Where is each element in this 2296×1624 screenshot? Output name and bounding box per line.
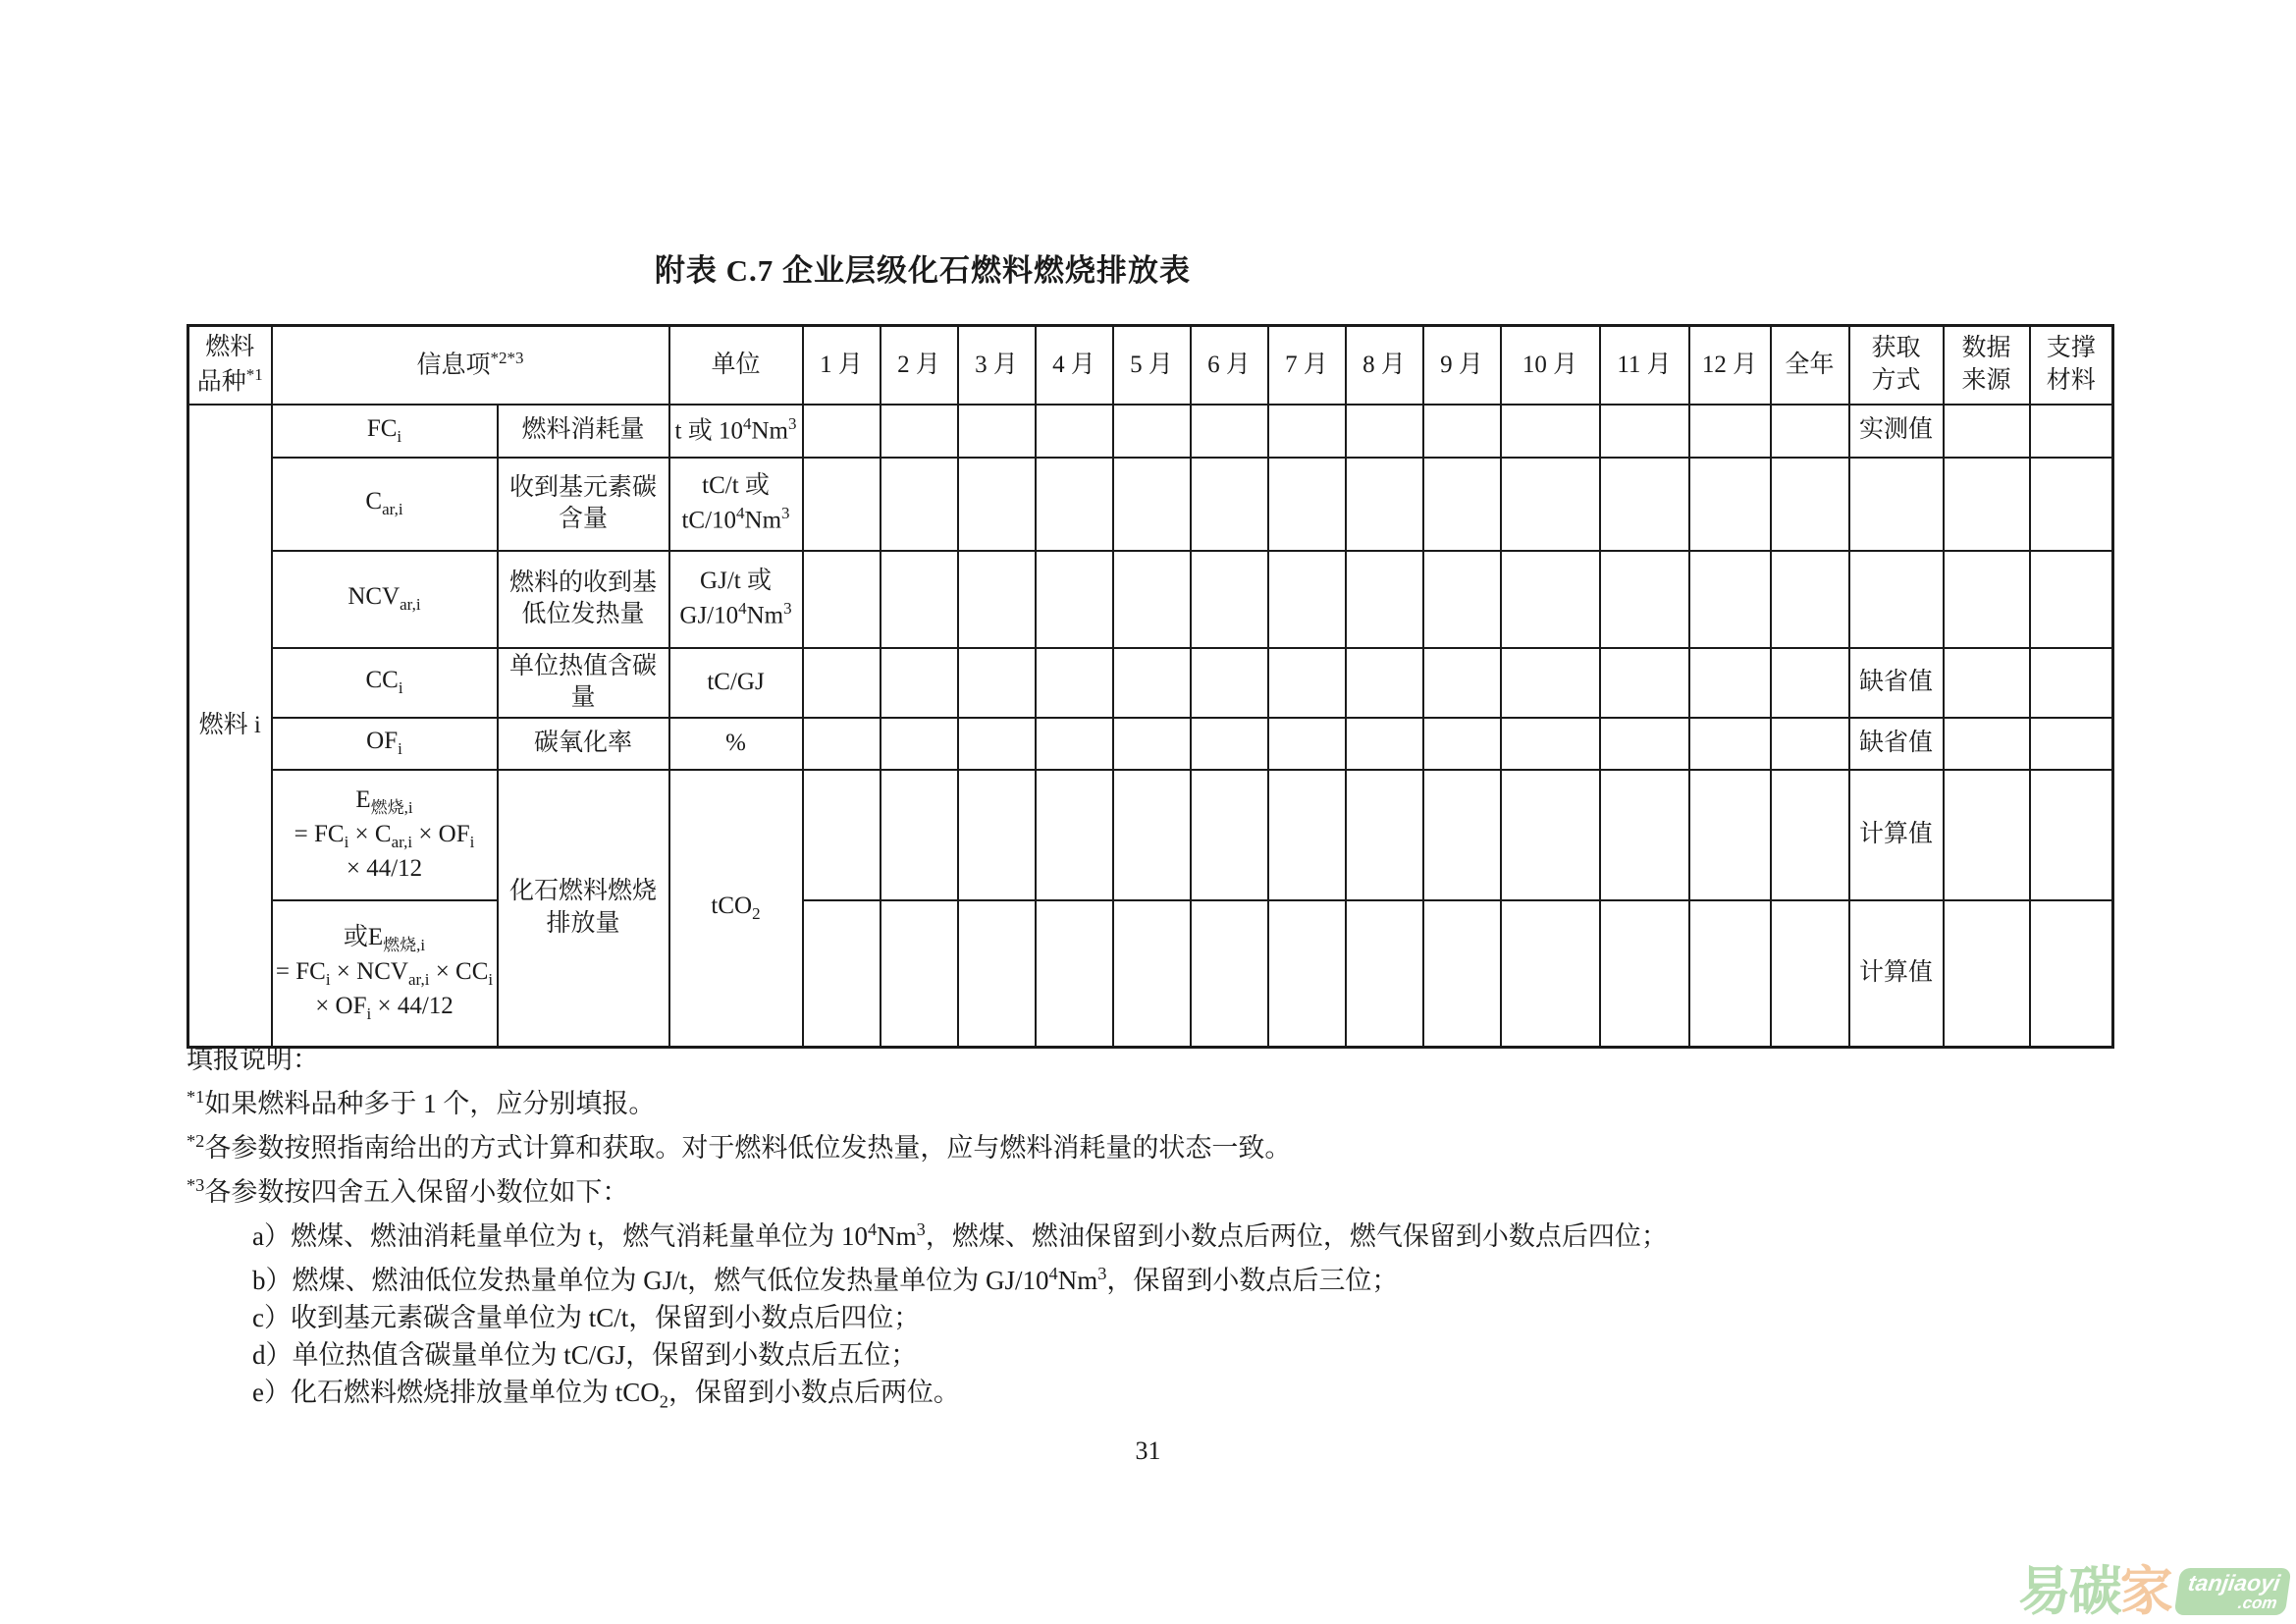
data-cell xyxy=(1268,648,1346,718)
data-cell xyxy=(1771,551,1849,648)
data-cell xyxy=(2030,458,2113,551)
param-name-cell: 单位热值含碳量 xyxy=(498,648,669,718)
data-cell xyxy=(803,458,881,551)
data-cell xyxy=(1600,551,1689,648)
data-cell xyxy=(1113,458,1191,551)
data-cell xyxy=(1346,551,1423,648)
data-cell xyxy=(1113,770,1191,900)
data-cell xyxy=(1036,900,1113,1048)
fuel-label-cell: 燃料 i xyxy=(188,405,272,1048)
data-cell xyxy=(1501,551,1600,648)
footnote-sub-item-c: c）收到基元素碳含量单位为 tC/t，保留到小数点后四位； xyxy=(252,1303,921,1332)
data-cell xyxy=(1423,458,1501,551)
data-cell xyxy=(1944,458,2030,551)
data-cell xyxy=(1501,458,1600,551)
data-cell xyxy=(881,458,958,551)
data-cell xyxy=(958,770,1036,900)
param-symbol-cell: $FC_i$ xyxy=(272,405,498,458)
watermark-char-tan: 碳 xyxy=(2068,1562,2120,1621)
data-cell xyxy=(1268,458,1346,551)
table-row-cc xyxy=(188,648,2113,718)
acquisition-cell: 计算值 xyxy=(1849,900,1944,1048)
data-cell xyxy=(1501,405,1600,458)
footnote-item-2: $^{*2}$各参数按照指南给出的方式计算和获取。对于燃料低位发热量，应与燃料消耗量的状态一致。 xyxy=(187,1131,1292,1163)
table-row-emission-formula-2 xyxy=(188,900,2113,1048)
data-cell xyxy=(958,900,1036,1048)
watermark-char-jia: 家 xyxy=(2119,1562,2171,1621)
data-cell xyxy=(1113,551,1191,648)
data-cell xyxy=(1689,770,1771,900)
data-cell xyxy=(1113,718,1191,770)
param-symbol-cell: $C_{ar,i}$ xyxy=(272,458,498,551)
data-cell xyxy=(1191,648,1268,718)
data-cell xyxy=(1346,648,1423,718)
data-cell xyxy=(1944,648,2030,718)
data-cell xyxy=(1501,718,1600,770)
data-cell xyxy=(1689,458,1771,551)
data-cell xyxy=(1944,900,2030,1048)
data-cell xyxy=(881,551,958,648)
header-fuel-type: 燃料 品种$^{*1}$ xyxy=(188,326,272,405)
header-info-item: 信息项$^{*2*3}$ xyxy=(272,326,669,405)
data-cell xyxy=(1191,770,1268,900)
page-title: 附表 C.7 企业层级化石燃料燃烧排放表 xyxy=(654,253,1192,288)
header-month-10: 10 月 xyxy=(1501,326,1600,405)
data-cell xyxy=(1268,900,1346,1048)
header-unit: 单位 xyxy=(669,326,803,405)
data-cell xyxy=(1191,551,1268,648)
unit-cell: tC/GJ xyxy=(669,648,803,718)
param-name-cell: 化石燃料燃烧 排放量 xyxy=(498,770,669,1048)
data-cell xyxy=(1423,648,1501,718)
data-cell xyxy=(1268,551,1346,648)
data-cell xyxy=(1600,648,1689,718)
data-cell xyxy=(2030,900,2113,1048)
data-cell xyxy=(1501,648,1600,718)
data-cell xyxy=(1113,648,1191,718)
data-cell xyxy=(1689,405,1771,458)
header-month-5: 5 月 xyxy=(1113,326,1191,405)
data-cell xyxy=(2030,405,2113,458)
data-cell xyxy=(803,405,881,458)
header-support-material: 支撑 材料 xyxy=(2030,326,2113,405)
table-row-emission-formula-1 xyxy=(188,770,2113,900)
data-cell xyxy=(2030,551,2113,648)
table-row-car xyxy=(188,458,2113,551)
param-name-cell: 收到基元素碳 含量 xyxy=(498,458,669,551)
data-cell xyxy=(1036,551,1113,648)
data-cell xyxy=(1600,718,1689,770)
data-cell xyxy=(1268,770,1346,900)
header-acquisition-method: 获取 方式 xyxy=(1849,326,1944,405)
footnote-sub-item-e: e）化石燃料燃烧排放量单位为 tCO$_2$，保留到小数点后两位。 xyxy=(252,1378,960,1412)
data-cell xyxy=(1771,718,1849,770)
data-cell xyxy=(881,900,958,1048)
footnote-heading: 填报说明： xyxy=(187,1045,319,1074)
data-cell xyxy=(1423,770,1501,900)
acquisition-cell xyxy=(1849,458,1944,551)
data-cell xyxy=(1191,458,1268,551)
data-cell xyxy=(803,551,881,648)
watermark-badge-text: tanjiaoyi xyxy=(2186,1569,2282,1596)
acquisition-cell xyxy=(1849,551,1944,648)
acquisition-cell: 实测值 xyxy=(1849,405,1944,458)
footnote-item-3: $^{*3}$各参数按四舍五入保留小数位如下： xyxy=(187,1175,629,1207)
watermark-badge xyxy=(2173,1568,2291,1615)
data-cell xyxy=(1036,458,1113,551)
data-cell xyxy=(1036,405,1113,458)
unit-cell: GJ/t 或 $GJ/10^4Nm^3$ xyxy=(669,551,803,648)
watermark-logo xyxy=(2017,1562,2288,1621)
header-month-7: 7 月 xyxy=(1268,326,1346,405)
unit-cell: % xyxy=(669,718,803,770)
data-cell xyxy=(1944,770,2030,900)
header-month-3: 3 月 xyxy=(958,326,1036,405)
data-cell xyxy=(1771,648,1849,718)
data-cell xyxy=(1423,405,1501,458)
data-cell xyxy=(1771,770,1849,900)
data-cell xyxy=(1346,458,1423,551)
data-cell xyxy=(1191,900,1268,1048)
data-cell xyxy=(1191,405,1268,458)
header-month-6: 6 月 xyxy=(1191,326,1268,405)
data-cell xyxy=(1689,648,1771,718)
acquisition-cell: 缺省值 xyxy=(1849,648,1944,718)
data-cell xyxy=(1036,770,1113,900)
watermark-badge-domain: .com xyxy=(2236,1594,2278,1613)
header-month-1: 1 月 xyxy=(803,326,881,405)
data-cell xyxy=(881,718,958,770)
data-cell xyxy=(958,458,1036,551)
header-month-12: 12 月 xyxy=(1689,326,1771,405)
data-cell xyxy=(1944,405,2030,458)
param-symbol-cell: $OF_i$ xyxy=(272,718,498,770)
data-cell xyxy=(803,718,881,770)
table-row-ncv xyxy=(188,551,2113,648)
data-cell xyxy=(958,551,1036,648)
header-month-2: 2 月 xyxy=(881,326,958,405)
data-cell xyxy=(958,648,1036,718)
data-cell xyxy=(1036,718,1113,770)
data-cell xyxy=(958,405,1036,458)
data-cell xyxy=(1944,718,2030,770)
param-symbol-cell: $NCV_{ar,i}$ xyxy=(272,551,498,648)
unit-cell: t 或 $10^4Nm^3$ xyxy=(669,405,803,458)
data-cell xyxy=(2030,770,2113,900)
data-cell xyxy=(1771,900,1849,1048)
data-cell xyxy=(1689,551,1771,648)
data-cell xyxy=(803,648,881,718)
data-cell xyxy=(1600,770,1689,900)
header-data-source: 数据 来源 xyxy=(1944,326,2030,405)
data-cell xyxy=(1689,900,1771,1048)
data-cell xyxy=(881,405,958,458)
data-cell xyxy=(1423,718,1501,770)
data-cell xyxy=(1771,405,1849,458)
param-name-cell: 碳氧化率 xyxy=(498,718,669,770)
header-full-year: 全年 xyxy=(1771,326,1849,405)
data-cell xyxy=(1944,551,2030,648)
footnotes xyxy=(187,1041,2150,1420)
footnote-item-1: $^{*1}$如果燃料品种多于 1 个，应分别填报。 xyxy=(187,1087,656,1118)
emissions-table xyxy=(187,324,2114,1049)
data-cell xyxy=(958,718,1036,770)
data-cell xyxy=(1113,405,1191,458)
header-month-4: 4 月 xyxy=(1036,326,1113,405)
param-name-cell: 燃料消耗量 xyxy=(498,405,669,458)
footnote-sub-item-d: d）单位热值含碳量单位为 tC/GJ，保留到小数点后五位； xyxy=(252,1340,918,1370)
param-symbol-cell: $CC_i$ xyxy=(272,648,498,718)
data-cell xyxy=(1423,551,1501,648)
unit-cell: tCO$_2$ xyxy=(669,770,803,1048)
unit-cell: tC/t 或 $tC/10^4Nm^3$ xyxy=(669,458,803,551)
data-cell xyxy=(1346,900,1423,1048)
data-cell xyxy=(1191,718,1268,770)
data-cell xyxy=(803,900,881,1048)
header-month-8: 8 月 xyxy=(1346,326,1423,405)
data-cell xyxy=(1113,900,1191,1048)
data-cell xyxy=(2030,718,2113,770)
data-cell xyxy=(1771,458,1849,551)
data-cell xyxy=(1036,648,1113,718)
data-cell xyxy=(1346,770,1423,900)
acquisition-cell: 缺省值 xyxy=(1849,718,1944,770)
data-cell xyxy=(1268,405,1346,458)
table-header-row xyxy=(188,326,2113,405)
data-cell xyxy=(881,770,958,900)
formula-cell: $E_{燃烧,i}$ = $FC_i \times C_{ar,i} \times OF_i$ × 44/12 xyxy=(272,770,498,900)
table-row-fc xyxy=(188,405,2113,458)
data-cell xyxy=(1501,900,1600,1048)
data-cell xyxy=(803,770,881,900)
data-cell xyxy=(1346,405,1423,458)
data-cell xyxy=(1423,900,1501,1048)
header-month-9: 9 月 xyxy=(1423,326,1501,405)
watermark-char-yi: 易 xyxy=(2017,1562,2069,1621)
data-cell xyxy=(881,648,958,718)
table-row-of xyxy=(188,718,2113,770)
data-cell xyxy=(2030,648,2113,718)
page-number: 31 xyxy=(1135,1436,1161,1465)
footnote-sub-item-a: a）燃煤、燃油消耗量单位为 t，燃气消耗量单位为 $10^4Nm^3$，燃煤、燃油保留到小数点后两位，燃气保留到小数点后四位； xyxy=(252,1219,1668,1251)
header-month-11: 11 月 xyxy=(1600,326,1689,405)
data-cell xyxy=(1600,900,1689,1048)
acquisition-cell: 计算值 xyxy=(1849,770,1944,900)
param-name-cell: 燃料的收到基 低位发热量 xyxy=(498,551,669,648)
data-cell xyxy=(1600,458,1689,551)
data-cell xyxy=(1268,718,1346,770)
data-cell xyxy=(1600,405,1689,458)
footnote-sub-item-b: b）燃煤、燃油低位发热量单位为 GJ/t，燃气低位发热量单位为 $GJ/10^4Nm^3$，保留到小数点后三位； xyxy=(252,1264,1399,1295)
data-cell xyxy=(1346,718,1423,770)
data-cell xyxy=(1689,718,1771,770)
data-cell xyxy=(1501,770,1600,900)
formula-cell: 或$E_{燃烧,i}$ = $FC_i \times NCV_{ar,i} \times CC_i$ × $OF_i \times 44/12$ xyxy=(272,900,498,1048)
